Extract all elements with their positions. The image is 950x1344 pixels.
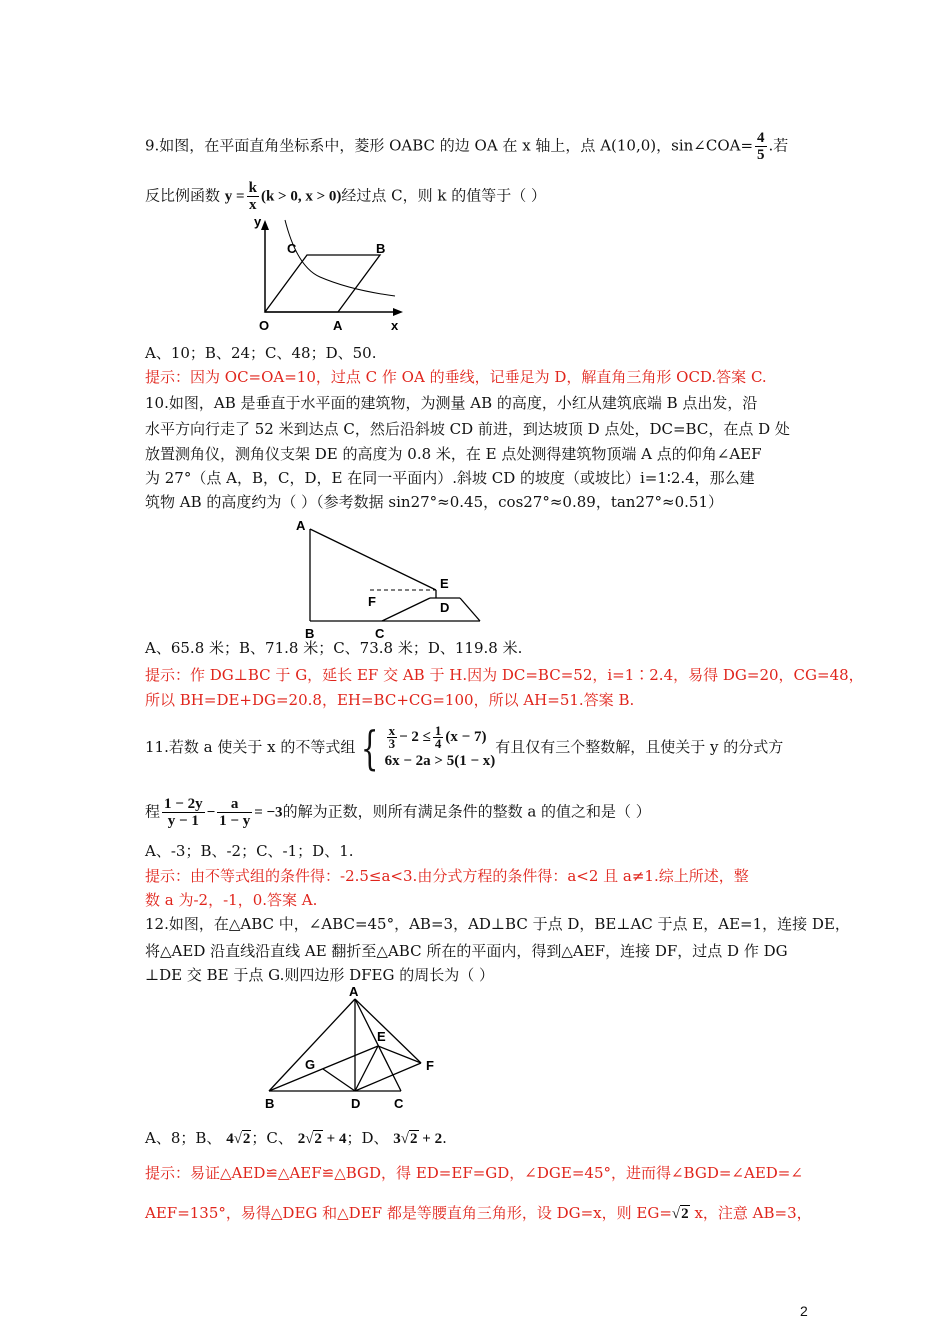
coef: 3 xyxy=(393,1131,401,1147)
q11-options: A、-3；B、-2；C、-1；D、1. xyxy=(145,842,354,860)
fig-label: E xyxy=(377,1029,386,1044)
frac-num: 1 − 2y xyxy=(164,796,203,812)
q9-options: A、10；B、24；C、48；D、50. xyxy=(145,344,377,362)
hint-text: x，注意 AB=3， xyxy=(694,1204,812,1222)
eq-rhs: = −3 xyxy=(254,804,283,821)
q9-line1 xyxy=(145,130,788,163)
ineq-part: − 2 ≤ xyxy=(399,728,431,745)
opt-b-math: 4√2 xyxy=(226,1131,251,1147)
eq-frac-2 xyxy=(217,796,252,829)
opt-text: A、8；B、 xyxy=(145,1129,222,1147)
q11-text-d: 的解为正数，则所有满足条件的整数 a 的值之和是（ ） xyxy=(282,802,651,821)
q9-text-d: 经过点 C，则 k 的值等于（ ） xyxy=(341,186,547,205)
opt-text: ；D、 xyxy=(346,1129,389,1147)
opt-d-math: 3√2 + 2 xyxy=(393,1131,443,1147)
opt-text: . xyxy=(442,1129,447,1147)
eq-frac-1 xyxy=(162,796,205,829)
frac-den: 4 xyxy=(434,735,442,751)
frac-num: k xyxy=(248,180,257,196)
radicand: 2 xyxy=(410,1131,418,1147)
q11-line2 xyxy=(145,796,651,829)
fig-label: C xyxy=(375,626,385,641)
fig-label: D xyxy=(440,600,450,615)
frac-den: y − 1 xyxy=(167,813,199,829)
q10-line: 放置测角仪，测角仪支架 DE 的高度为 0.8 米，在 E 点处测得建筑物顶端 A 点的仰角∠AEF xyxy=(145,445,762,463)
coef: 4 xyxy=(226,1131,234,1147)
fig-label: A xyxy=(296,518,306,533)
q11-text-a: 11.若数 a 使关于 x 的不等式组 xyxy=(145,738,356,756)
q10-line: 为 27°（点 A，B，C，D，E 在同一平面内）.斜坡 CD 的坡度（或坡比）i=1∶2.4，那么建 xyxy=(145,469,755,487)
frac-den: 5 xyxy=(757,147,765,163)
q9-text-a: 9.如图，在平面直角坐标系中，菱形 OABC 的边 OA 在 x 轴上，点 A(10,0)，sin∠COA= xyxy=(145,136,754,155)
q9-line2 xyxy=(145,180,546,213)
q10-line: 筑物 AB 的高度约为（ ）（参考数据 sin27°≈0.45，cos27°≈0.89，tan27°≈0.51） xyxy=(145,493,724,511)
ineq-2: 6x − 2a > 5(1 − x) xyxy=(384,752,496,769)
fig-label: y xyxy=(254,214,262,229)
q11-line1 xyxy=(145,721,784,776)
fig-label: B xyxy=(265,1096,275,1111)
fig-label: O xyxy=(259,318,270,333)
q10-line: 10.如图，AB 是垂直于水平面的建筑物，为测量 AB 的高度，小红从建筑底端 B 点出发，沿 xyxy=(145,394,758,412)
radicand: 2 xyxy=(681,1206,689,1222)
q9-figure xyxy=(245,212,415,337)
tail: + 4 xyxy=(326,1131,347,1147)
q11-text-c: 程 xyxy=(145,802,161,821)
q9-sin-fraction xyxy=(755,130,767,163)
fig-label: C xyxy=(394,1096,404,1111)
q10-options: A、65.8 米；B、71.8 米；C、73.8 米；D、119.8 米. xyxy=(145,639,523,657)
q9-text-b: .若 xyxy=(768,136,789,155)
q12-options xyxy=(145,1128,447,1149)
fig-label: D xyxy=(351,1096,361,1111)
radicand: 2 xyxy=(314,1131,322,1147)
inequality-system: { $\frac{x}{3}$ − 2 ≤ $\frac{1}{4}$ (x − 7) 6x − 2a > 5(1 − x) xyxy=(361,721,496,776)
fig-label: F xyxy=(426,1058,434,1073)
q12-line: 将△AED 沿直线沿直线 AE 翻折至△ABC 所在的平面内，得到△AEF，连接 DF，过点 D 作 DG xyxy=(145,942,788,960)
sqrt2: √2 xyxy=(671,1206,689,1222)
formula-cond: (k > 0, x > 0) xyxy=(260,188,342,205)
frac-den: x xyxy=(249,197,257,213)
q11-text-b: 有且仅有三个整数解，且使关于 y 的分式方 xyxy=(495,738,784,756)
frac-num: a xyxy=(217,796,252,813)
formula-k-over-x xyxy=(247,180,259,213)
q10-hint: 所以 BH=DE+DG=20.8，EH=BC+CG=100，所以 AH=51.答案 B. xyxy=(145,691,635,709)
q11-hint: 数 a 为-2，-1，0.答案 A. xyxy=(145,891,318,909)
formula-y: y = xyxy=(224,188,245,205)
q12-line: 12.如图，在△ABC 中，∠ABC=45°，AB=3，AD⊥BC 于点 D，BE⊥AC 于点 E，AE=1，连接 DE， xyxy=(145,915,850,933)
frac-den: 3 xyxy=(388,735,396,751)
q12-line: ⊥DE 交 BE 于点 G.则四边形 DFEG 的周长为（ ） xyxy=(145,966,495,984)
coef: 2 xyxy=(297,1131,306,1147)
page-number: 2 xyxy=(800,1303,808,1319)
frac-num: 1 xyxy=(434,722,442,738)
q9-hint: 提示：因为 OC=OA=10，过点 C 作 OA 的垂线，记垂足为 D，解直角三角形 OCD.答案 C. xyxy=(145,368,767,386)
frac-num: 4 xyxy=(757,130,765,146)
eq-minus: − xyxy=(206,804,216,821)
opt-text: ；C、 xyxy=(251,1129,293,1147)
opt-c-math: 2√2 + 4 xyxy=(297,1131,347,1147)
fig-label: C xyxy=(287,241,297,256)
hint-text: AEF=135°，易得△DEG 和△DEF 都是等腰直角三角形，设 DG=x，则 EG= xyxy=(145,1204,672,1222)
radicand: 2 xyxy=(242,1131,251,1147)
fig-label: B xyxy=(305,626,315,641)
q12-figure xyxy=(255,983,445,1113)
fig-label: E xyxy=(440,576,449,591)
q12-hint2 xyxy=(145,1203,812,1224)
fig-label: B xyxy=(376,241,386,256)
ineq-part: (x − 7) xyxy=(445,728,487,745)
q10-line: 水平方向行走了 52 米到达点 C，然后沿斜坡 CD 前进，到达坡顶 D 点处，DC=BC，在点 D 处 xyxy=(145,420,790,438)
q10-hint: 提示：作 DG⊥BC 于 G，延长 EF 交 AB 于 H.因为 DC=BC=52，i=1∶2.4，易得 DG=20，CG=48， xyxy=(145,666,864,684)
frac-num: x xyxy=(388,722,396,738)
q9-text-c: 反比例函数 xyxy=(145,186,221,205)
fig-label: A xyxy=(349,984,359,999)
fig-label: x xyxy=(391,318,399,333)
q12-hint: 提示：易证△AED≌△AEF≌△BGD，得 ED=EF=GD，∠DGE=45°，进而得∠BGD=∠AED=∠ xyxy=(145,1164,803,1182)
tail: + 2 xyxy=(422,1131,443,1147)
frac-den: 1 − y xyxy=(219,813,251,829)
q10-figure xyxy=(290,515,490,645)
fig-label: F xyxy=(368,594,376,609)
q11-hint: 提示：由不等式组的条件得：-2.5≤a<3.由分式方程的条件得：a<2 且 a≠1.综上所述，整 xyxy=(145,867,749,885)
fig-label: A xyxy=(333,318,343,333)
fig-label: G xyxy=(305,1057,316,1072)
